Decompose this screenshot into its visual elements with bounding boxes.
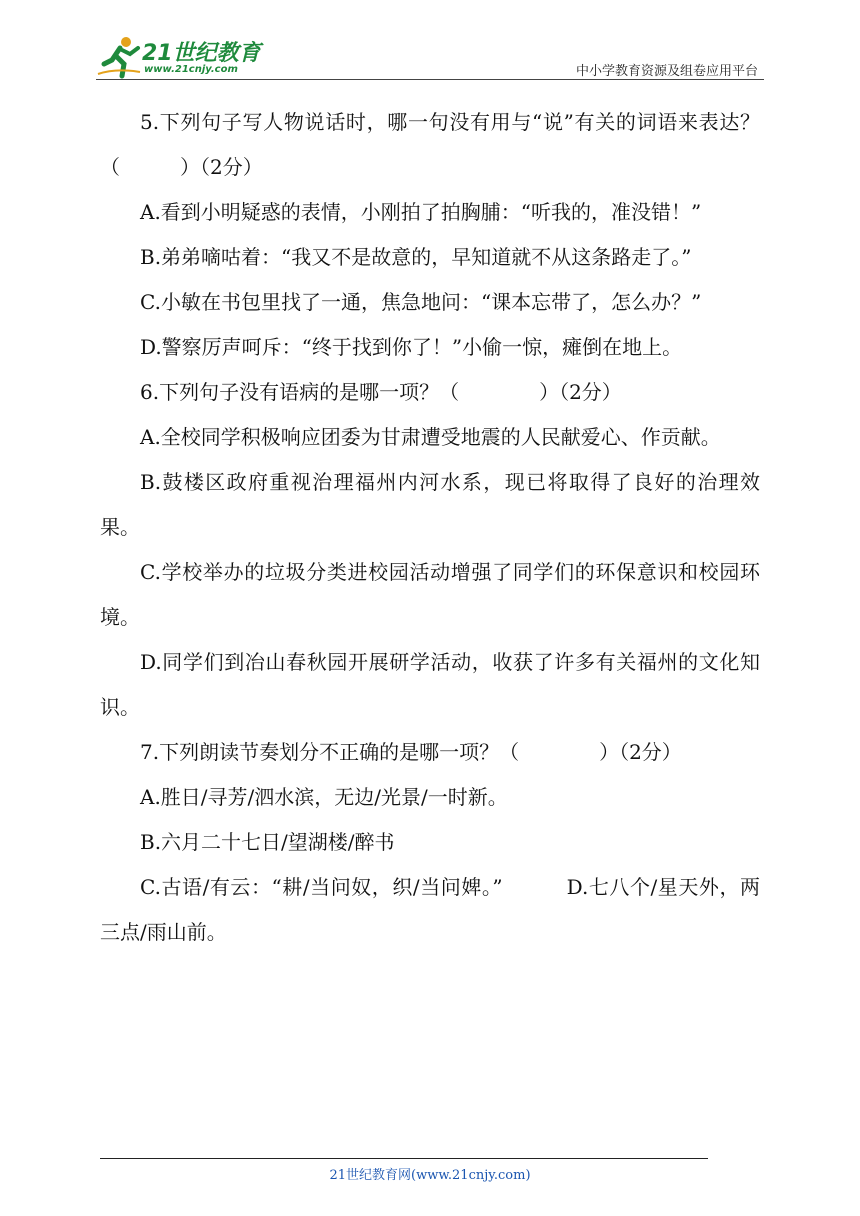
logo-url: www.21cnjy.com [144, 64, 238, 75]
question-7-option-d: D.七八个/星天外，两三点/雨山前。 [100, 875, 760, 944]
footer-link[interactable]: 21世纪教育网(www.21cnjy.com) [329, 1168, 531, 1183]
exam-content [100, 100, 760, 955]
question-7-stem: 7.下列朗读节奏划分不正确的是哪一项？（ ）（2分） [140, 740, 682, 764]
question-7-option-cd [100, 865, 760, 955]
question-6-option-b: B.鼓楼区政府重视治理福州内河水系，现已将取得了良好的治理效果。 [100, 470, 760, 539]
question-5-option-d: D.警察厉声呵斥：“终于找到你了！”小偷一惊，瘫倒在地上。 [140, 335, 683, 359]
footer-divider [100, 1158, 708, 1159]
page-header [0, 0, 860, 90]
site-logo[interactable] [96, 34, 266, 80]
question-6-stem: 6.下列句子没有语病的是哪一项？（ ）（2分） [140, 380, 622, 404]
question-6-option-d: D.同学们到冶山春秋园开展研学活动，收获了许多有关福州的文化知识。 [100, 650, 760, 719]
runner-logo-icon [96, 34, 142, 80]
question-5-option-a: A.看到小明疑惑的表情，小刚拍了拍胸脯：“听我的，准没错！” [140, 200, 702, 224]
header-divider [96, 79, 764, 80]
question-5-stem: 5.下列句子写人物说话时，哪一句没有用与“说”有关的词语来表达？（ ）（2分） [100, 110, 760, 179]
header-tagline: 中小学教育资源及组卷应用平台 [575, 64, 758, 79]
question-7-option-a: A.胜日/寻芳/泗水滨，无边/光景/一时新。 [140, 785, 508, 809]
logo-title: 21世纪教育 [142, 41, 261, 66]
question-5-option-b: B.弟弟嘀咕着：“我又不是故意的，早知道就不从这条路走了。” [140, 245, 692, 269]
question-5-option-c: C.小敏在书包里找了一通，焦急地问：“课本忘带了，怎么办？” [140, 290, 702, 314]
question-6-option-a: A.全校同学积极响应团委为甘肃遭受地震的人民献爱心、作贡献。 [140, 425, 721, 449]
question-7-option-b: B.六月二十七日/望湖楼/醉书 [140, 830, 395, 854]
question-6-option-c: C.学校举办的垃圾分类进校园活动增强了同学们的环保意识和校园环境。 [100, 560, 760, 629]
question-7-option-c: C.古语/有云：“耕/当问奴，织/当问婢。” [140, 875, 503, 899]
